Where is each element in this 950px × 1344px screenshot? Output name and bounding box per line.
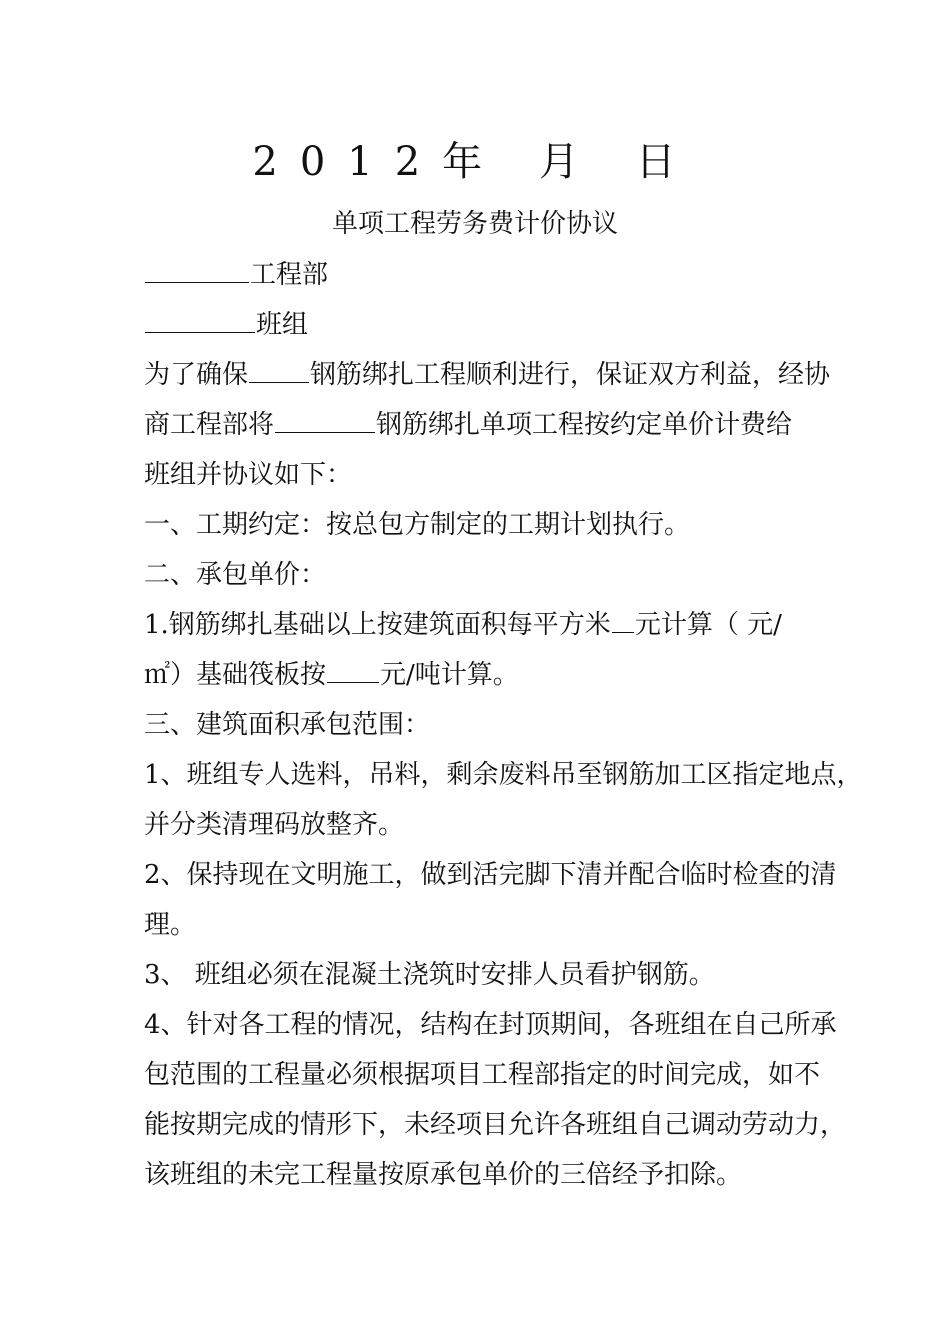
intro-text: 钢筋绑扎单项工程按约定单价计费给 xyxy=(376,410,793,440)
team-line xyxy=(144,305,824,345)
price-text: ㎡）基础筏板按 xyxy=(144,660,327,690)
section-3-item-3: 3、 班组必须在混凝土浇筑时安排人员看护钢筋。 xyxy=(144,960,715,990)
intro-text: 商工程部将 xyxy=(144,410,275,440)
intro-text: 钢筋绑扎工程顺利进行，保证双方利益，经协 xyxy=(310,360,831,390)
intro-line-1 xyxy=(144,355,831,395)
team-blank xyxy=(145,308,255,333)
section-2-item-1 xyxy=(144,605,824,645)
intro-text: 为了确保 xyxy=(144,360,249,390)
price-text: 1.钢筋绑扎基础以上按建筑面积每平方米 xyxy=(144,610,611,640)
section-3-heading: 三、建筑面积承包范围： xyxy=(144,710,431,740)
dept-line xyxy=(144,255,824,295)
section-3-item-2: 2、保持现在文明施工，做到活完脚下清并配合临时检查的清 xyxy=(144,860,837,890)
section-3-item-4-cont: 该班组的未完工程量按原承包单价的三倍经予扣除。 xyxy=(144,1160,743,1190)
section-2-item-1-cont xyxy=(144,655,824,695)
dept-label: 工程部 xyxy=(250,260,329,290)
section-3-item-4-cont: 包范围的工程量必须根据项目工程部指定的时间完成，如不 xyxy=(144,1060,821,1090)
section-3-item-1-cont: 并分类清理码放整齐。 xyxy=(144,810,405,840)
date-heading: 2012年 月 日 xyxy=(252,139,698,185)
price-blank xyxy=(327,658,379,683)
intro-line-3: 班组并协议如下： xyxy=(144,460,353,490)
section-3-item-2-cont: 理。 xyxy=(144,910,197,940)
team-label: 班组 xyxy=(256,310,309,340)
section-3-item-1: 1、班组专人选料，吊料，剩余废料吊至钢筋加工区指定地点， xyxy=(144,760,863,790)
intro-line-2 xyxy=(144,405,824,445)
price-text: 元计算（ 元/ xyxy=(634,610,782,640)
price-text: 元/吨计算。 xyxy=(380,660,519,690)
project-blank xyxy=(249,358,309,383)
section-3-item-4-cont: 能按期完成的情形下，未经项目允许各班组自己调动劳动力， xyxy=(144,1110,847,1140)
dept-blank xyxy=(145,258,249,283)
section-3-item-4: 4、针对各工程的情况，结构在封顶期间，各班组在自己所承 xyxy=(144,1010,837,1040)
section-2-heading: 二、承包单价： xyxy=(144,560,327,590)
project-blank xyxy=(275,408,375,433)
agreement-title: 单项工程劳务费计价协议 xyxy=(331,209,618,239)
price-blank xyxy=(612,608,634,633)
section-1: 一、工期约定：按总包方制定的工期计划执行。 xyxy=(144,510,691,540)
